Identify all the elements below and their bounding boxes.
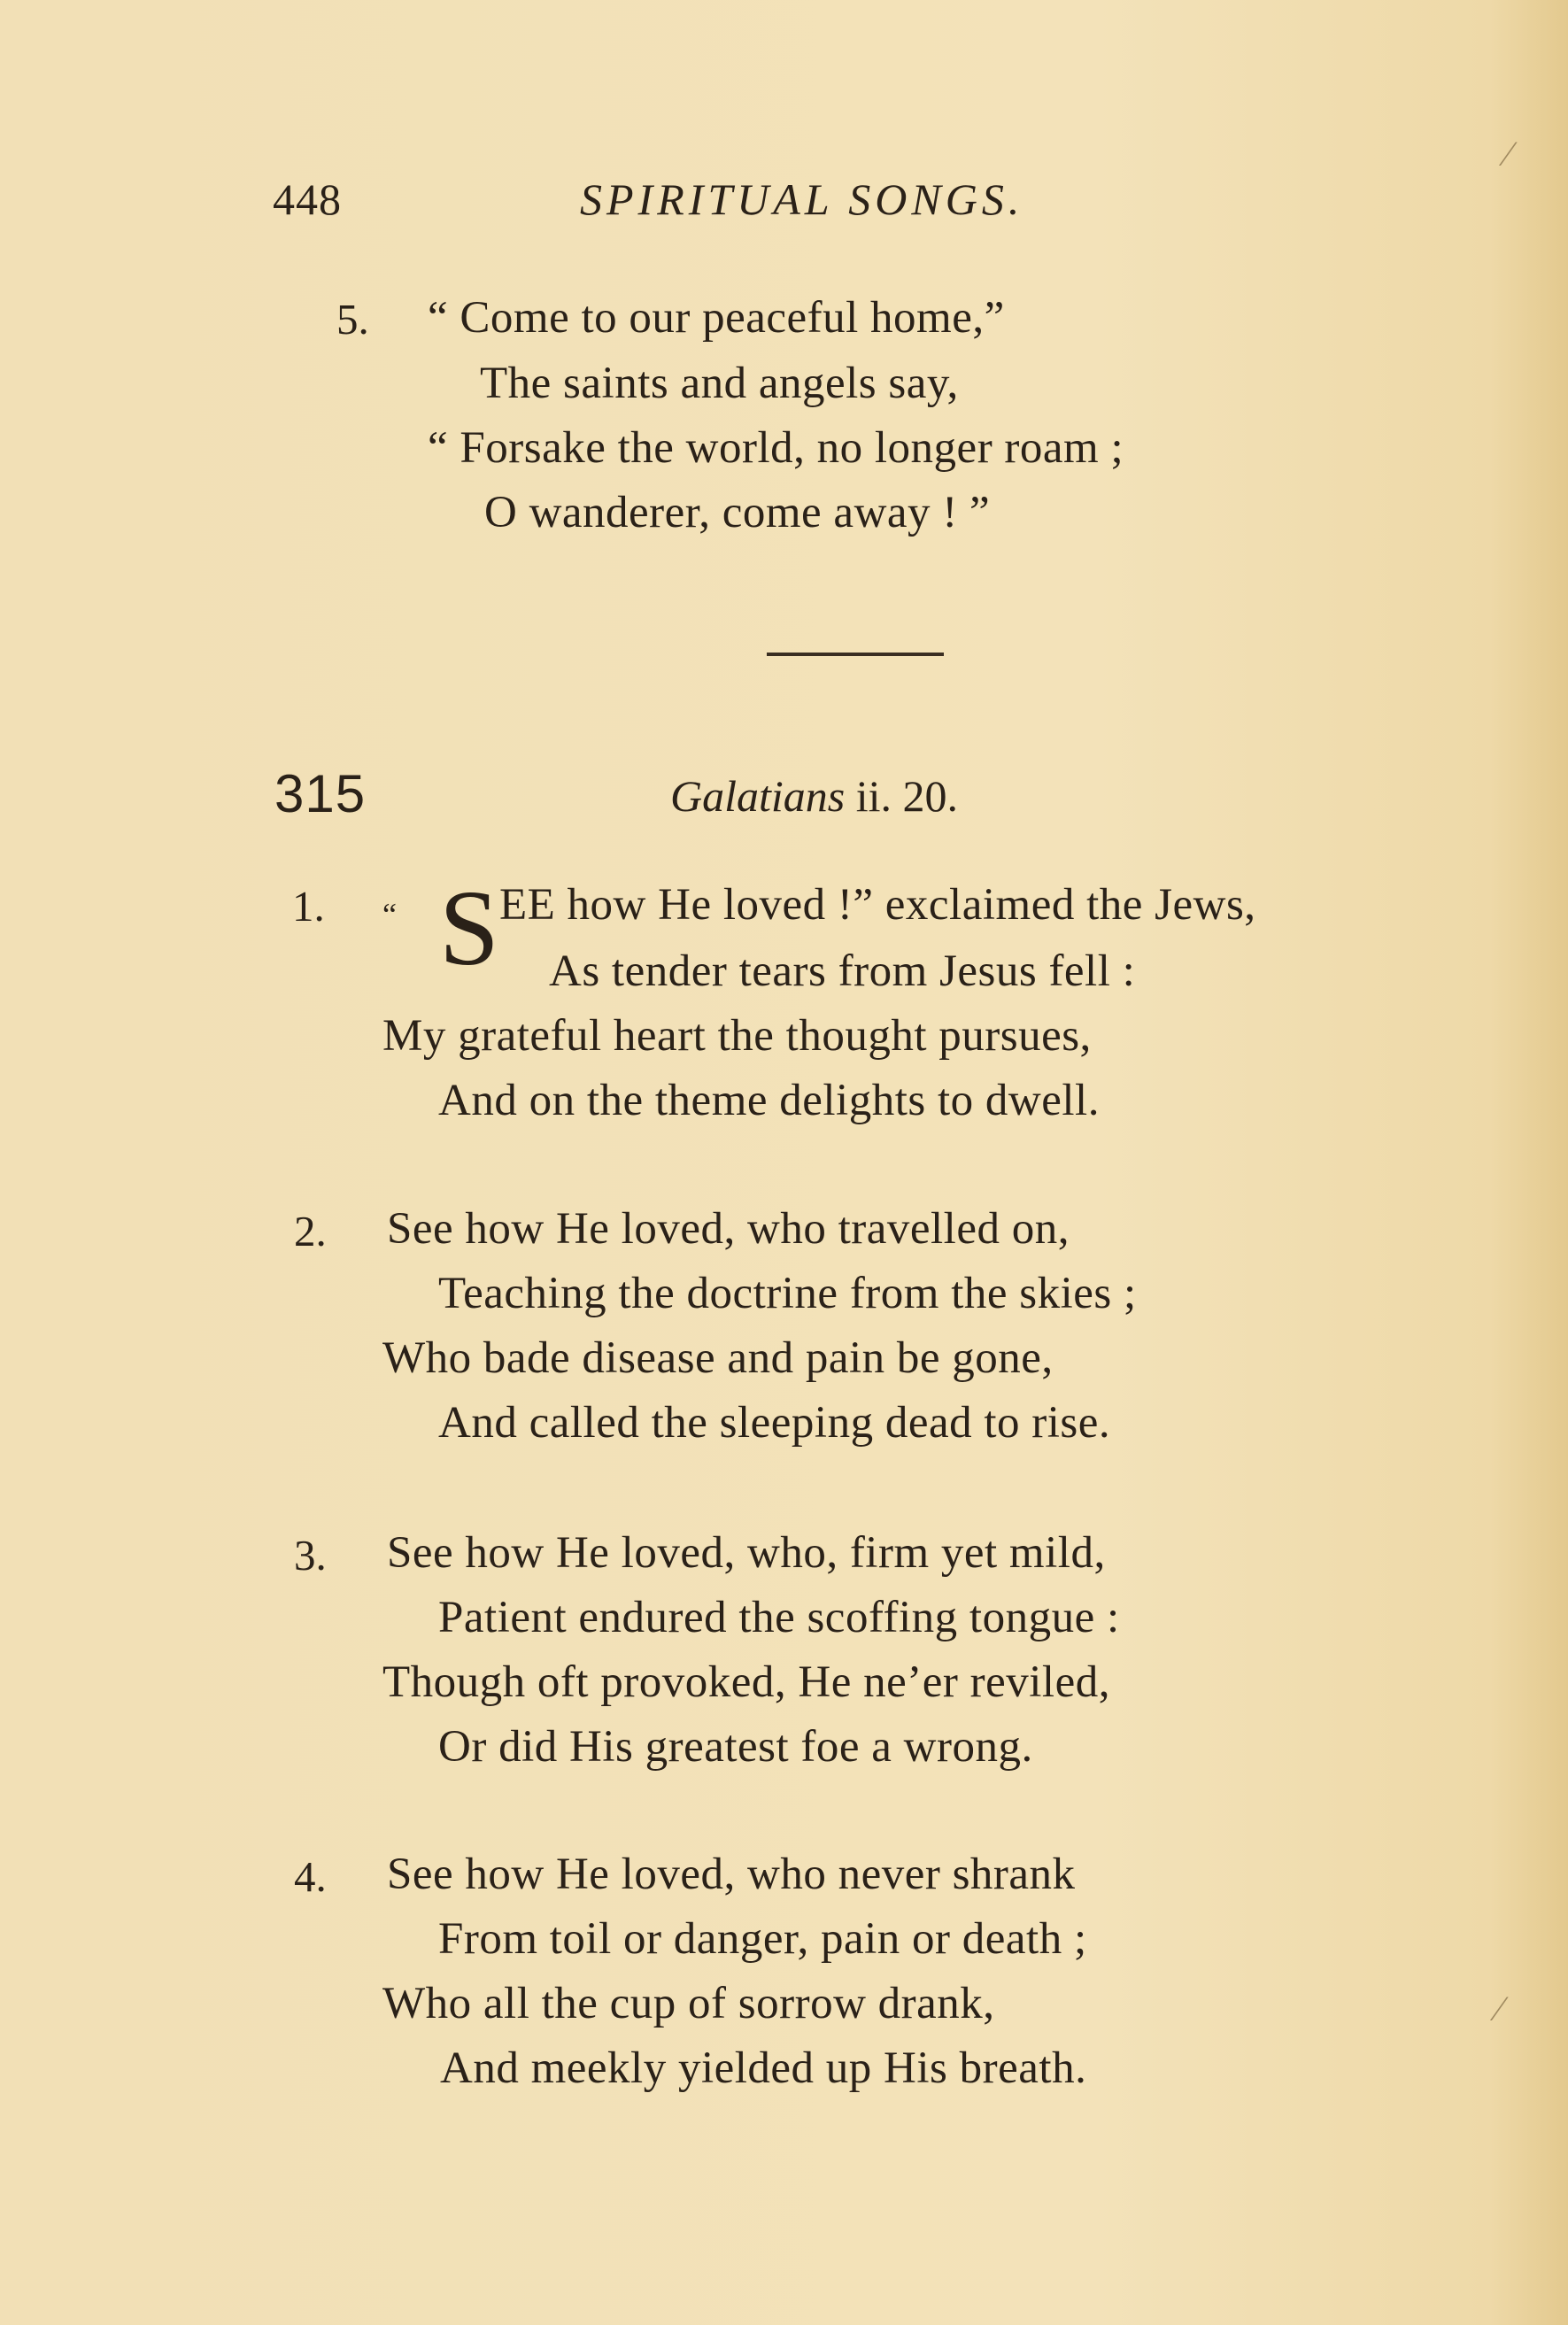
drop-cap: S <box>439 869 499 988</box>
verse-number: 4. <box>294 1852 327 1901</box>
page-number: 448 <box>273 174 342 224</box>
section-divider <box>767 653 944 656</box>
verse-line: “ Come to our peaceful home,” <box>428 293 1005 343</box>
hymn-number: 315 <box>274 764 367 823</box>
verse-line: And on the theme delights to dwell. <box>438 1076 1100 1125</box>
verse-line: Though oft provoked, He ne’er reviled, <box>382 1657 1110 1707</box>
verse-number: 2. <box>294 1207 327 1255</box>
verse-number: 5. <box>336 295 369 344</box>
reference-chapter: ii. 20. <box>855 771 959 821</box>
scripture-reference <box>670 770 958 822</box>
verse-line: See how He loved, who, firm yet mild, <box>387 1528 1106 1578</box>
reference-book: Galatians <box>670 771 846 821</box>
verse-line: See how He loved, who never shrank <box>387 1850 1076 1899</box>
running-title: SPIRITUAL SONGS. <box>580 174 1024 224</box>
verse-line: Or did His greatest foe a wrong. <box>438 1722 1033 1772</box>
verse-line: The saints and angels say, <box>480 359 959 408</box>
verse-line: And meekly yielded up His breath. <box>440 2043 1087 2093</box>
verse-line: As tender tears from Jesus fell : <box>549 946 1136 996</box>
verse-line: From toil or danger, pain or death ; <box>438 1914 1087 1964</box>
verse-line: Patient endured the scoffing tongue : <box>438 1593 1120 1642</box>
verse-number: 1. <box>292 882 325 931</box>
verse-line: “ Forsake the world, no longer roam ; <box>428 423 1124 473</box>
verse-line: See how He loved, who travelled on, <box>387 1204 1070 1254</box>
margin-mark: ⁄ <box>1496 1989 1502 2028</box>
verse-line: EE how He loved !” exclaimed the Jews, <box>499 880 1256 930</box>
verse-line: My grateful heart the thought pursues, <box>382 1011 1092 1061</box>
verse-line: Teaching the doctrine from the skies ; <box>438 1269 1137 1318</box>
open-quote: “ <box>382 897 397 932</box>
verse-number: 3. <box>294 1531 327 1580</box>
verse-line: Who all the cup of sorrow drank, <box>382 1979 995 2028</box>
verse-line: Who bade disease and pain be gone, <box>382 1333 1054 1383</box>
verse-line: O wanderer, come away ! ” <box>484 488 991 537</box>
margin-mark: ⁄ <box>1505 134 1511 174</box>
verse-line: And called the sleeping dead to rise. <box>438 1398 1111 1448</box>
